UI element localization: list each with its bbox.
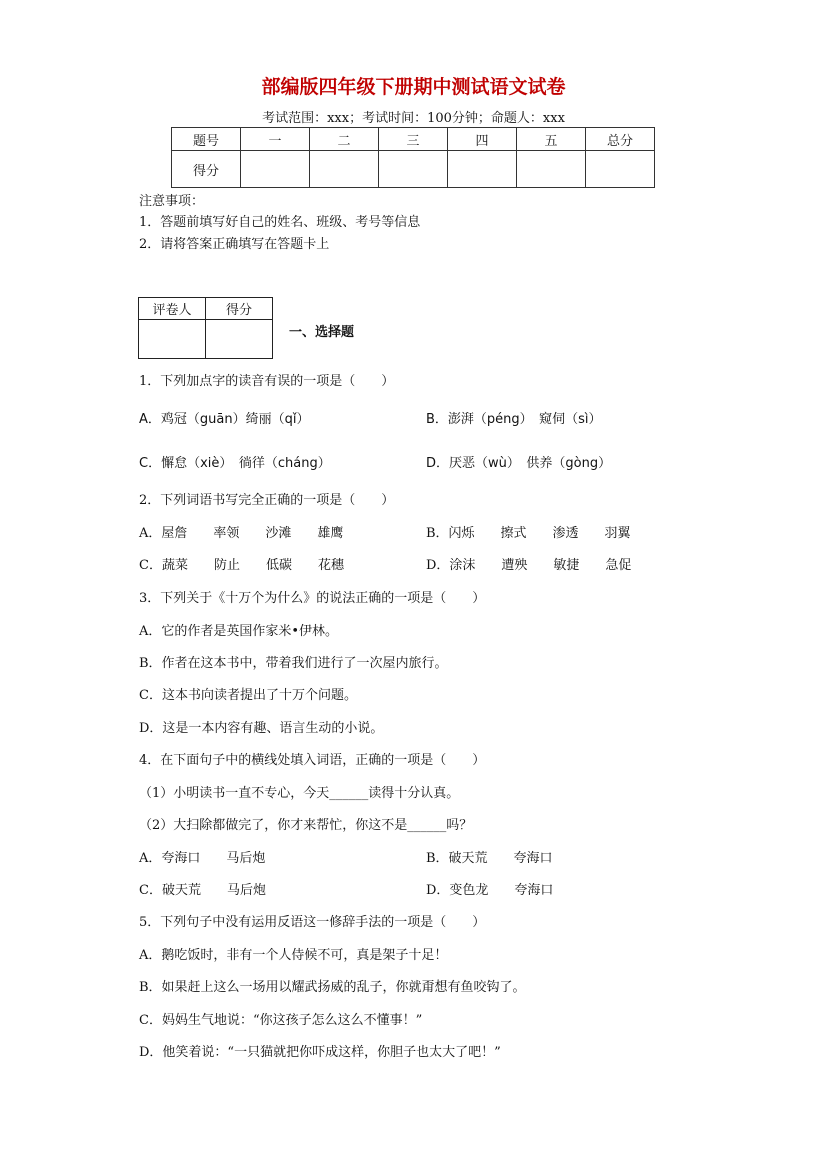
option-d[interactable]: D．变色龙 夸海口 bbox=[426, 883, 554, 898]
option-b[interactable]: B．澎湃（péng） 窥伺（sì） bbox=[426, 412, 602, 427]
question-stem: 5．下列句子中没有运用反语这一修辞手法的一项是（ ） bbox=[139, 915, 486, 930]
sub-sentence: （1）小明读书一直不专心，今天______读得十分认真。 bbox=[139, 786, 460, 801]
notes-heading: 注意事项： bbox=[139, 194, 205, 209]
score-cell[interactable] bbox=[310, 151, 379, 188]
score-header-cell: 总分 bbox=[586, 128, 655, 151]
option-c[interactable]: C．这本书向读者提出了十万个问题。 bbox=[139, 688, 357, 703]
question-stem: 3．下列关于《十万个为什么》的说法正确的一项是（ ） bbox=[139, 591, 486, 606]
option-c[interactable]: C．蔬菜 防止 低碳 花穗 bbox=[139, 558, 344, 573]
grader-score-cell[interactable] bbox=[206, 320, 273, 359]
score-cell[interactable] bbox=[517, 151, 586, 188]
grader-table bbox=[138, 297, 273, 359]
score-header-cell: 题号 bbox=[172, 128, 241, 151]
score-header-cell: 五 bbox=[517, 128, 586, 151]
note-item: 1．答题前填写好自己的姓名、班级、考号等信息 bbox=[139, 215, 421, 230]
option-c[interactable]: C．破天荒 马后炮 bbox=[139, 883, 266, 898]
score-header-cell: 四 bbox=[448, 128, 517, 151]
score-row-label: 得分 bbox=[172, 151, 241, 188]
option-b[interactable]: B．作者在这本书中，带着我们进行了一次屋内旅行。 bbox=[139, 656, 448, 671]
score-cell[interactable] bbox=[241, 151, 310, 188]
option-d[interactable]: D．这是一本内容有趣、语言生动的小说。 bbox=[139, 721, 384, 736]
note-item: 2．请将答案正确填写在答题卡上 bbox=[139, 237, 330, 252]
question-stem: 2．下列词语书写完全正确的一项是（ ） bbox=[139, 493, 395, 508]
question-stem: 4．在下面句子中的横线处填入词语，正确的一项是（ ） bbox=[139, 753, 486, 768]
option-d[interactable]: D．厌恶（wù） 供养（gòng） bbox=[426, 456, 612, 471]
option-c[interactable]: C．懈怠（xiè） 徜徉（cháng） bbox=[139, 456, 331, 471]
grader-header: 评卷人 bbox=[139, 298, 206, 320]
option-c[interactable]: C．妈妈生气地说：“你这孩子怎么这么不懂事！” bbox=[139, 1013, 423, 1028]
question-stem: 1．下列加点字的读音有误的一项是（ ） bbox=[139, 374, 395, 389]
option-d[interactable]: D．他笑着说：“一只猫就把你吓成这样，你胆子也太大了吧！” bbox=[139, 1045, 501, 1060]
option-a[interactable]: A．夸海口 马后炮 bbox=[139, 851, 266, 866]
score-cell[interactable] bbox=[448, 151, 517, 188]
exam-info: 考试范围：xxx；考试时间：100分钟；命题人：xxx bbox=[262, 111, 565, 126]
score-cell[interactable] bbox=[586, 151, 655, 188]
option-b[interactable]: B．闪烁 擦式 渗透 羽翼 bbox=[426, 526, 631, 541]
option-b[interactable]: B．如果赶上这么一场用以耀武扬威的乱子，你就甭想有鱼咬钩了。 bbox=[139, 980, 526, 995]
score-header-cell: 二 bbox=[310, 128, 379, 151]
option-d[interactable]: D．涂沫 遭殃 敏捷 急促 bbox=[426, 558, 632, 573]
exam-title: 部编版四年级下册期中测试语文试卷 bbox=[261, 76, 566, 98]
score-cell[interactable] bbox=[379, 151, 448, 188]
option-a[interactable]: A．鹅吃饭时，非有一个人侍候不可，真是架子十足！ bbox=[139, 948, 448, 963]
grader-score-header: 得分 bbox=[206, 298, 273, 320]
option-a[interactable]: A．屋詹 率领 沙滩 雄鹰 bbox=[139, 526, 344, 541]
grader-cell[interactable] bbox=[139, 320, 206, 359]
score-table bbox=[171, 127, 655, 188]
sub-sentence: （2）大扫除都做完了，你才来帮忙，你这不是______吗？ bbox=[139, 818, 473, 833]
option-b[interactable]: B．破天荒 夸海口 bbox=[426, 851, 553, 866]
option-a[interactable]: A．它的作者是英国作家米•伊林。 bbox=[139, 624, 339, 639]
option-a[interactable]: A．鸡冠（guān）绮丽（qǐ） bbox=[139, 412, 310, 427]
score-header-cell: 三 bbox=[379, 128, 448, 151]
score-header-cell: 一 bbox=[241, 128, 310, 151]
section-title: 一、选择题 bbox=[289, 325, 355, 340]
